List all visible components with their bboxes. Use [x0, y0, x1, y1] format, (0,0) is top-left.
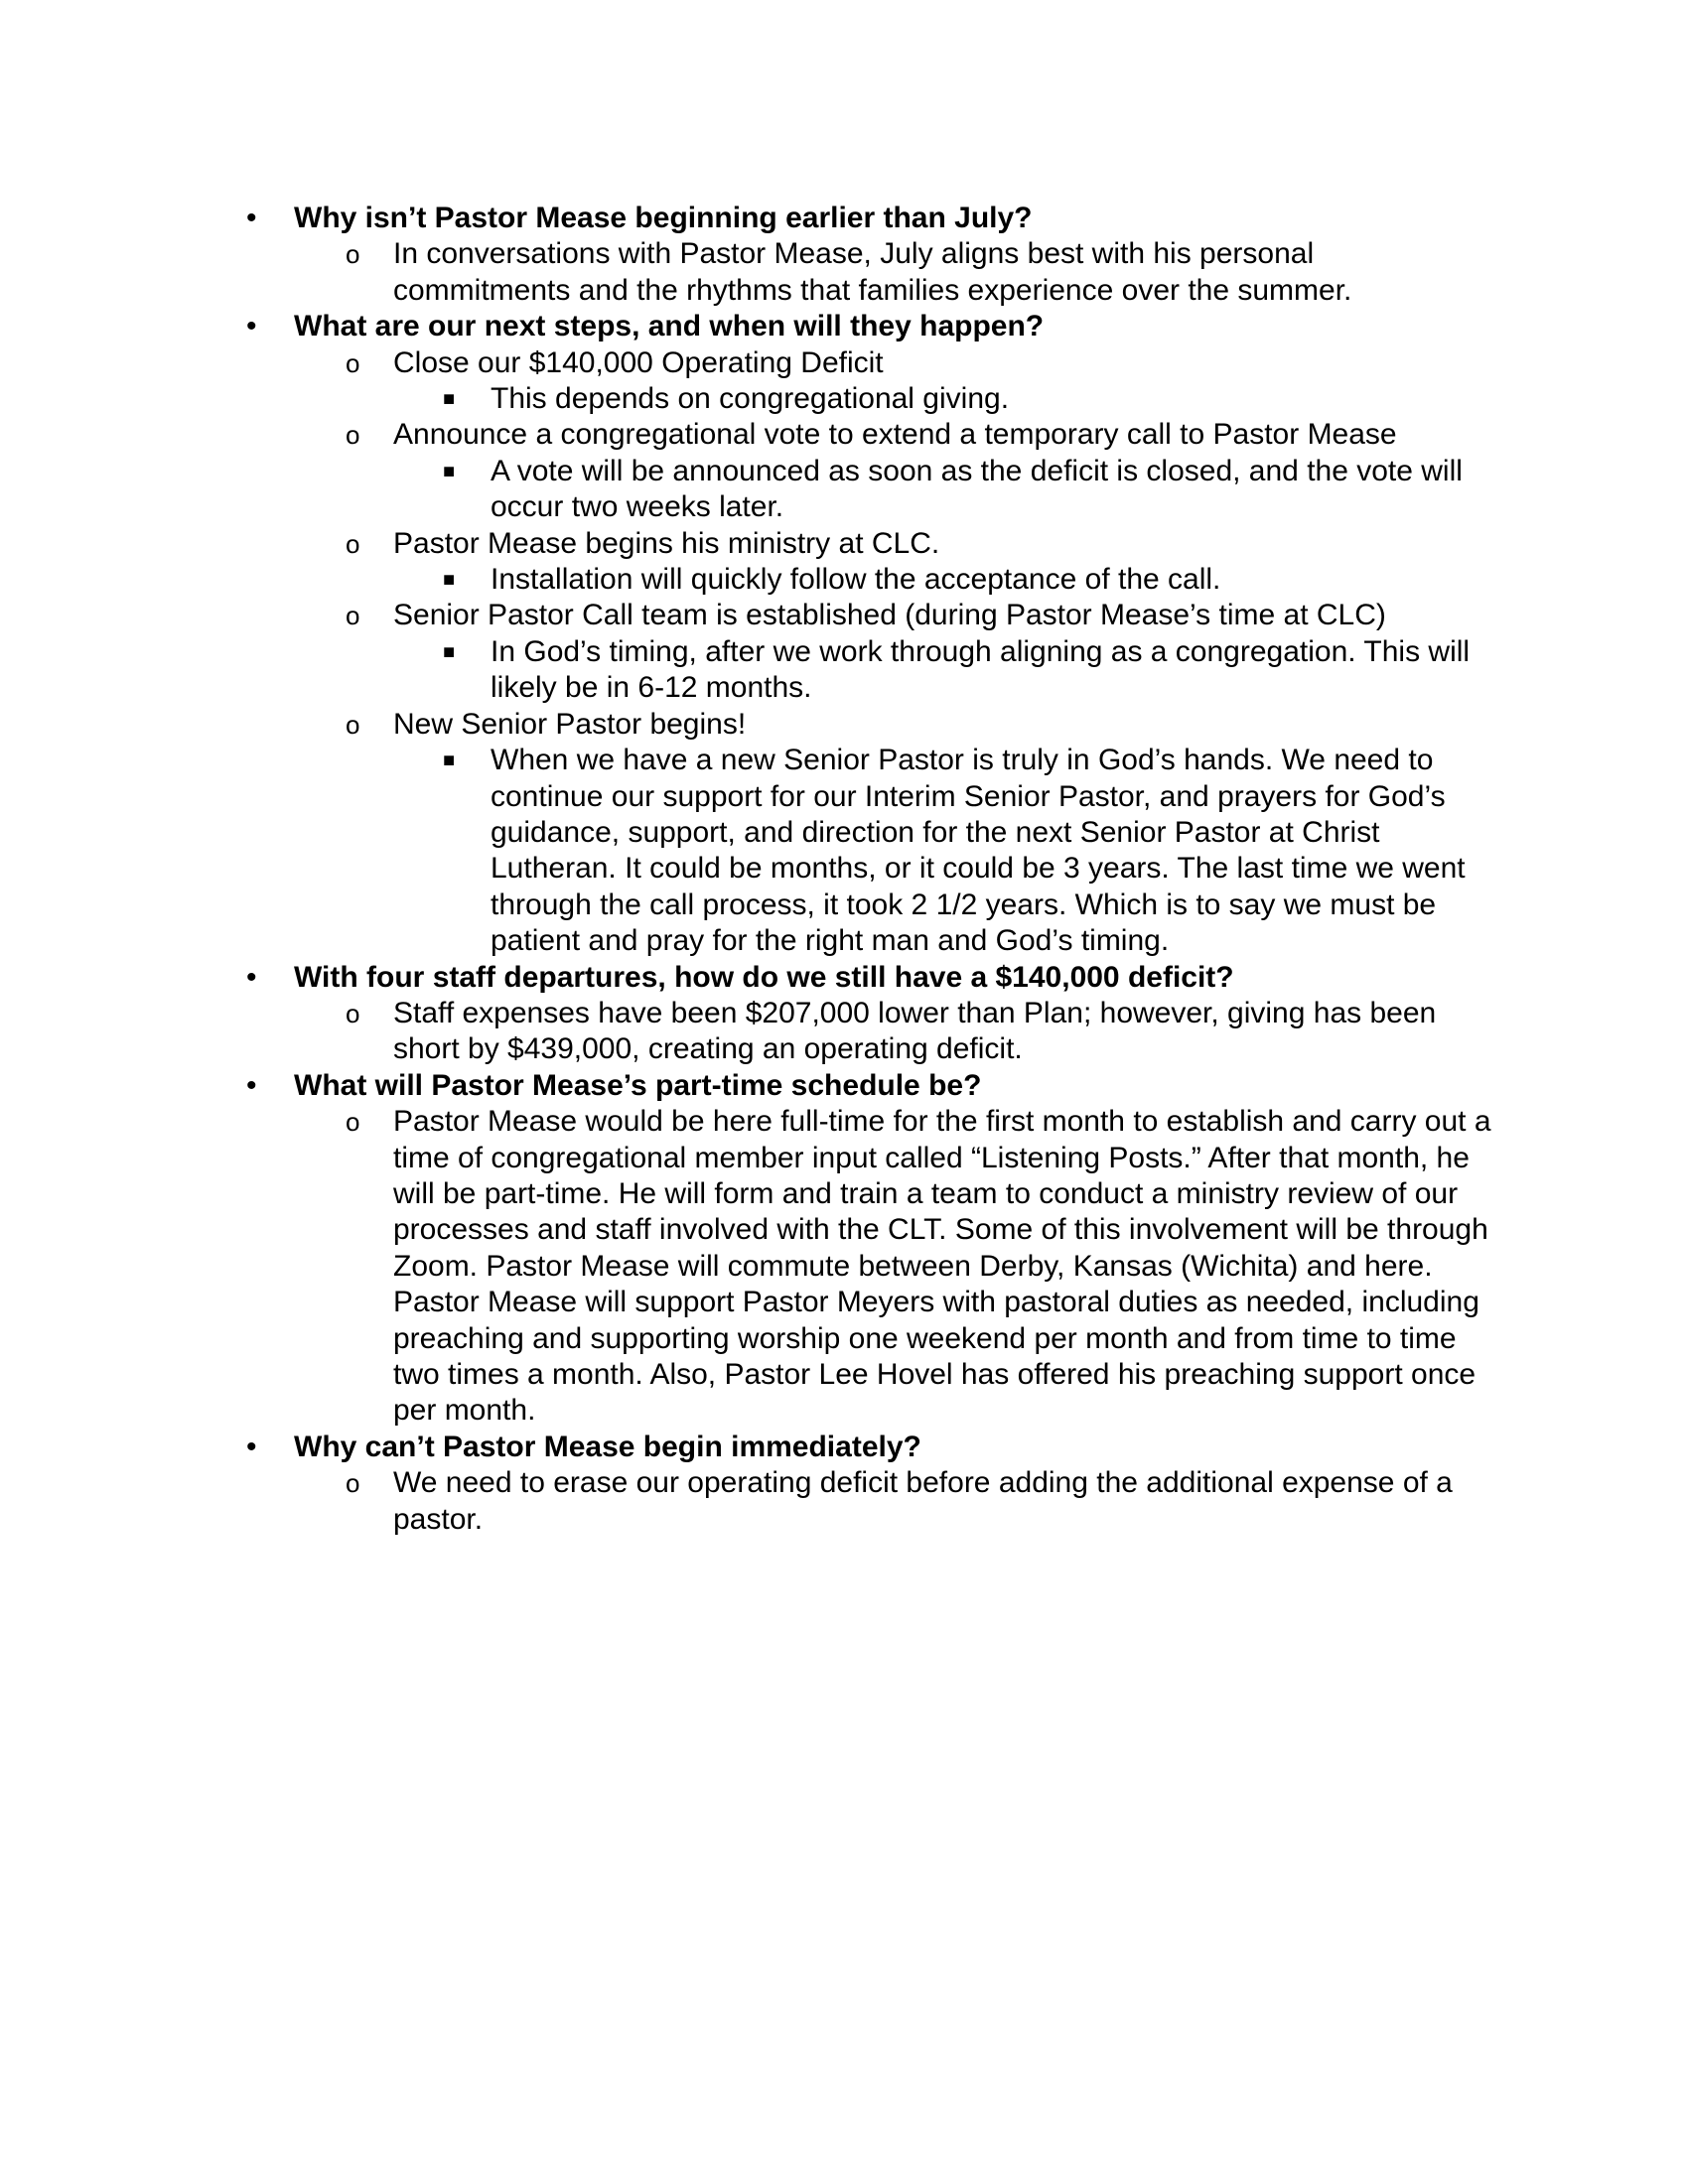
faq-answer-text: Pastor Mease begins his ministry at CLC. [393, 526, 940, 560]
faq-subpoint-text: Installation will quickly follow the acceptance of the call. [491, 563, 1221, 597]
bullet-circle-icon: o [346, 528, 360, 559]
bullet-circle-icon: o [346, 1468, 360, 1499]
faq-question: With four staff departures, how do we still have a $140,000 deficit? [294, 960, 1234, 994]
faq-subpoint [443, 562, 1497, 598]
bullet-circle-icon: o [346, 1107, 360, 1138]
bullet-circle-icon: o [346, 239, 360, 270]
faq-answer-text: Senior Pastor Call team is established (during Pastor Mease’s time at CLC) [393, 599, 1386, 632]
faq-question: What are our next steps, and when will they happen? [294, 310, 1045, 343]
bullet-disc-icon: • [246, 960, 257, 994]
bullet-circle-icon: o [346, 998, 360, 1028]
faq-list [246, 201, 1497, 1538]
faq-answer-text: New Senior Pastor begins! [393, 707, 747, 741]
faq-subpoint [443, 634, 1497, 707]
bullet-circle-icon: o [346, 420, 360, 451]
faq-item [246, 201, 1497, 236]
faq-subpoint [443, 454, 1497, 526]
bullet-square-icon: ■ [443, 750, 456, 772]
faq-subpoint-text: A vote will be announced as soon as the deficit is closed, and the vote will occur two weeks later. [491, 454, 1463, 524]
bullet-square-icon: ■ [443, 640, 456, 663]
faq-subpoint [443, 381, 1497, 417]
bullet-disc-icon: • [246, 310, 257, 343]
faq-answer [346, 598, 1497, 633]
faq-answer-text: In conversations with Pastor Mease, July aligns best with his personal commitments and the rhythms that families experience over the summer. [393, 237, 1352, 307]
faq-answer [346, 236, 1497, 309]
bullet-disc-icon: • [246, 1068, 257, 1102]
faq-item [246, 1430, 1497, 1465]
bullet-square-icon: ■ [443, 460, 456, 482]
faq-answer-text: Announce a congregational vote to extend a temporary call to Pastor Mease [393, 418, 1397, 452]
faq-answer [346, 526, 1497, 562]
bullet-disc-icon: • [246, 1430, 257, 1463]
faq-answer-text: We need to erase our operating deficit before adding the additional expense of a pastor. [393, 1466, 1453, 1536]
bullet-square-icon: ■ [443, 569, 456, 592]
faq-answer-text: Staff expenses have been $207,000 lower than Plan; however, giving has been short by $439,000, creating an operating deficit. [393, 996, 1437, 1066]
faq-question: Why can’t Pastor Mease begin immediately? [294, 1430, 921, 1463]
bullet-circle-icon: o [346, 709, 360, 740]
faq-answer [346, 1104, 1497, 1430]
bullet-circle-icon: o [346, 347, 360, 378]
faq-item [246, 960, 1497, 996]
faq-item [246, 309, 1497, 344]
bullet-disc-icon: • [246, 202, 257, 234]
faq-subpoint [443, 743, 1497, 959]
faq-subpoint-text: This depends on congregational giving. [491, 382, 1010, 416]
faq-answer [346, 1465, 1497, 1538]
faq-question: Why isn’t Pastor Mease beginning earlier than July? [294, 202, 1033, 234]
faq-answer-text: Close our $140,000 Operating Deficit [393, 345, 884, 379]
faq-subpoint-text: When we have a new Senior Pastor is truly in God’s hands. We need to continue our support for our Interim Senior Pastor, and prayers for God’s guidance, support, and direction for the next Senior Pastor at Christ Lutheran. It could be months, or it could be 3 years. The last time we went through the call process, it took 2 1/2 years. Which is to say we must be patient and pray for the right man and God’s timing. [491, 744, 1466, 958]
faq-question: What will Pastor Mease’s part-time schedule be? [294, 1068, 982, 1102]
faq-subpoint-text: In God’s timing, after we work through aligning as a congregation. This will likely be in 6-12 months. [491, 634, 1471, 705]
faq-item [246, 1068, 1497, 1104]
faq-answer [346, 996, 1497, 1068]
faq-answer [346, 707, 1497, 743]
bullet-circle-icon: o [346, 601, 360, 631]
faq-answer-text: Pastor Mease would be here full-time for the first month to establish and carry out a time of congregational member input called “Listening Posts.” After that month, he will be part-time. He will form and train a team to conduct a ministry review of our processes and staff involved with the CLT. Some of this involvement will be through Zoom. Pastor Mease will commute between Derby, Kansas (Wichita) and here. Pastor Mease will support Pastor Meyers with pastoral duties as needed, including preaching and supporting worship one weekend per month and from time to time two times a month. Also, Pastor Lee Hovel has offered his preaching support once per month. [393, 1105, 1491, 1428]
bullet-square-icon: ■ [443, 388, 456, 411]
faq-answer [346, 345, 1497, 381]
faq-answer [346, 417, 1497, 453]
